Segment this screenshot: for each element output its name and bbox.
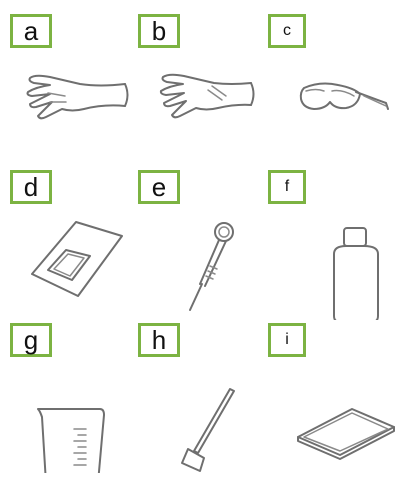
item-label-a: a: [10, 14, 52, 48]
item-c: [268, 14, 396, 164]
sample-bag-icon: [10, 170, 138, 320]
tray-icon: [268, 323, 396, 473]
measuring-cup-icon: [10, 323, 138, 473]
item-g: [10, 323, 138, 473]
item-label-h: h: [138, 323, 180, 357]
item-d: [10, 170, 138, 320]
item-label-f: f: [268, 170, 306, 204]
item-label-b: b: [138, 14, 180, 48]
item-e: [138, 170, 266, 320]
item-f: [268, 170, 396, 320]
item-a: [10, 14, 138, 164]
item-label-i: i: [268, 323, 306, 357]
safety-glasses-icon: [268, 14, 396, 164]
item-h: [138, 323, 266, 473]
item-label-e: e: [138, 170, 180, 204]
item-label-g: g: [10, 323, 52, 357]
bottle-icon: [268, 170, 396, 320]
item-label-d: d: [10, 170, 52, 204]
spatula-icon: [138, 323, 266, 473]
item-i: [268, 323, 396, 473]
glove-icon: [10, 14, 138, 164]
swab-applicator-icon: [138, 170, 266, 320]
item-b: [138, 14, 266, 164]
item-label-c: c: [268, 14, 306, 48]
glove-icon: [138, 14, 266, 164]
